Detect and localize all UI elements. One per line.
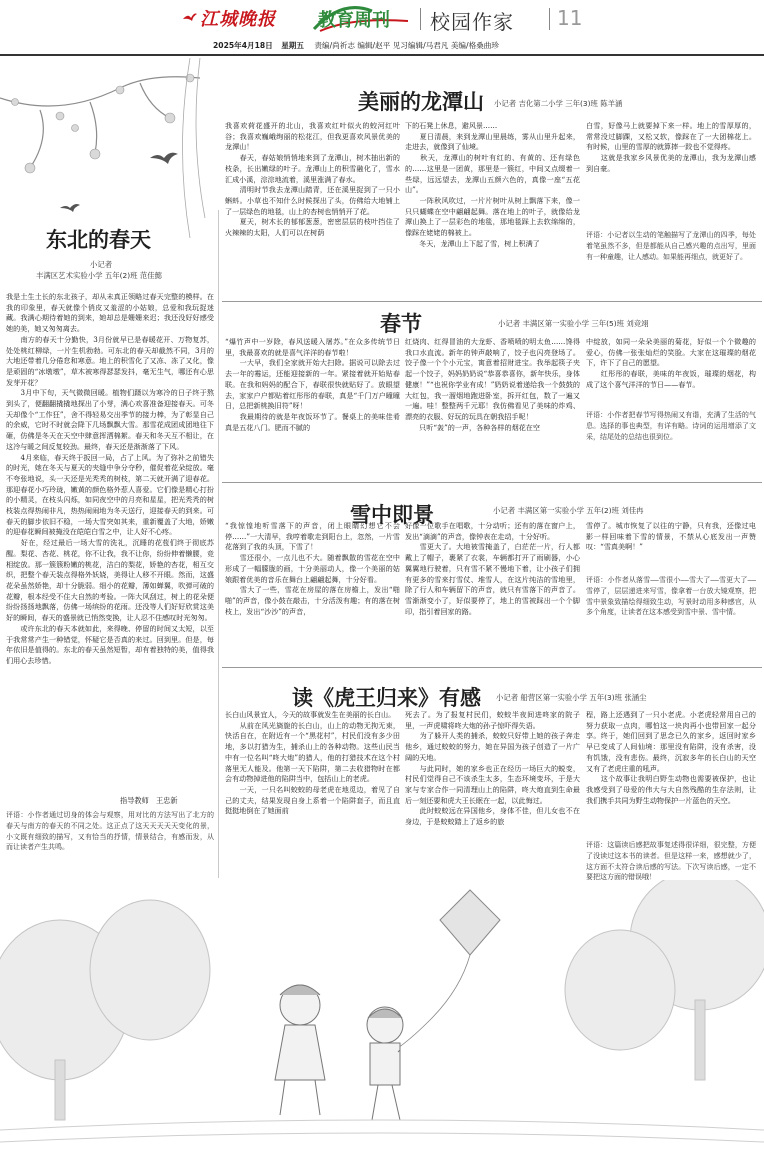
article-comment: 评语：小作者把春节写得热闹又有谐，充满了生活的气息。选择的事也典型，有详有略。诗词的运用增添了文采，结尾处的总结也很到位。 [586,411,756,441]
swallow-icon [60,153,178,212]
article-column-1: “我惊惶地听雪落下的声音，闭上眼睛幻想它不会停……”一大清早，我哼着歌走到阳台上，忽然，一片雪花落到了我的头顶，下雪了！ 雪还很小，一点儿也不大。随着飘散的雪花在空中形成了一幅朦胧的画，十分美丽动人，像一个美丽的姑娘跟着优美的音乐在舞台上翩翩起舞，十分好看。 雪大了一些，雪花在房屋的落在房檐上，发出“啪啪”的声音，像小鼓在敲击，十分活泼有趣；有的落在树枝上，发出“沙沙”的声音， [225,521,400,616]
article-column-2: 下的石凳上休息，避风景…… 夏日清晨，来到龙潭山里晨练，雾从山里升起来，走进去，就像到了仙境。 秋天，龙潭山的树叶有红的、有黄的、还有绿色的……这里是一团黄，那里是一簇红，中间又点缀着一些绿，远远望去，龙潭山五颜六色的，真像一座“五花山”。 一阵秋风吹过，一片片树叶从树上飘落下来，像一只只蝴蝶在空中翩翩起舞。落在地上的叶子，就像给龙潭山换上了一层彩色的地毯，那地毯踩上去软绵绵的，像踩在姥姥的棉被上。 冬天，龙潭山上下起了雪，树上积满了 [405,121,580,248]
article-column-1: 我喜欢荷花盛开的北山，我喜欢红叶似火的蛟河红叶谷；我喜欢巍峨绚丽的松花江，但我更喜欢风景优美的龙潭山！ 春天，春姑娘悄悄地来到了龙潭山，树木抽出新的枝条，长出嫩绿的叶子。龙潭山上的积雪融化了，雪水汇成小溪，淙淙地流着，溪里涨满了春水。 清明时节我去龙潭山踏青，还在溪里捉到了一只小蝌蚪。小草也不知什么时候探出了头，仿佛给大地铺上了一层绿色的地毯，山上的杏树也悄悄开了花。 夏天，树木长的郁郁葱葱，密密层层的枝叶挡住了火辣辣的太阳，人们可以在树荫 [225,121,400,238]
article-byline: 小记者 丰满区第一实验小学 三年(5)班 刘竞翊 [498,319,649,328]
dateline [213,40,499,51]
boy-icon [367,1007,403,1120]
article-title: 美丽的龙潭山 [358,89,484,114]
article-column-1: “爆竹声中一岁除，春风送暖入屠苏。”在众多传统节日里，我最喜欢的就是喜气洋洋的春节啦！ 一大早，我们全家就开始大扫除。据说可以除去过去一年的霉运，还能迎接新的一年。紧接着就开始贴春联。在我和妈妈的配合下，春联很快就贴好了。放眼望去，家家户户都贴着红彤彤的春联，真是“千门万户曈曈日，总把新桃换旧符”呀！ 我最期待的就是年夜饭环节了。餐桌上的美味佳肴真是五花八门。肥而不腻的 [225,337,400,432]
girl-icon [275,985,325,1115]
article-comment: 评语：小作者通过切身的体会与观察，用对比的方法写出了北方的春天与南方的春天的不同之处。这正点了这天天天天天变化的景，小文既有细致的描写，又有恰当的抒情，情景结合，有感而发，从而让读者产生共鸣。 [6,811,214,852]
article-byline: 小记者 丰满区第一实验小学 五年(2)班 刘佳冉 [493,506,644,515]
article-body: 我是土生土长的东北孩子，却从未真正领略过春天完整的模样。在我的印象里，春天就像个俏皮又羞涩的小姑娘，总爱和我玩捉迷藏。我满心期待着她的到来，她却总是姗姗来迟；我还没好好感受她的美，她又匆匆离去。 南方的春天十分勤快，3月份就早已是春暖花开、万物复苏，处处桃红柳绿，一片生机勃勃。可东北的春天却截然不同，3月的大地还带着几分倦怠和寒意。地上的积雪化了又冻、冻了又化，像是顽固的“冰墩墩”，草木被寒得瑟瑟发抖，毫无生气，哪还有心思发芽开花？ 3月中下旬，天气微微回暖。植物们蹑以为寒冷的日子终于熬到头了，便翻翻撬撬地探出了小芽，满心欢喜准备迎接春天。可冬天却像个“工作狂”，舍不得轻易交出季节的接力棒，为了彰显自己的余威，它时不时就会降下几场飘飘大雪。那雪花成团成团地往下砸，仿佛是冬天在天空中肆意挥洒棉絮。春天和冬天互不相让，在这冷与暖之间反复较劲。最终，春天还是渐渐落了下风。 4月来临，春天终于扳回一局，占了上风。为了弥补之前错失的时光，她在冬天与夏天的夹缝中争分夺秒，催促着花朵绽放。毫不夸张地说，头一天还是光秃秃的树枝，第二天就开满了迎春花。那迎春花小巧玲珑，嫩黄的颜色格外惹人喜爱。它们像是精心打扮的小精灵，在枝头闪烁，如同夜空中的月亮和星星，把光秃秃的树枝装点得热闹非凡，热热闹闹地为冬天送行，迎接春天的到来。可春天的脚步依旧不稳，一场大雪突如其来，重新覆盖了大地，娇嫩的迎春花瞬间被掩没在皑皑白雪之中，让人好不心疼。 好在，经过最后一场大雪的洗礼，沉睡的花苞们终于彻底苏醒。梨花、杏花、桃花，你不让我，我不让你，纷纷伸着懒腰，竞相绽放。那一簇簇粉嫩的桃花，洁白的梨花，娇艳的杏花，相互交织，把整个春天装点得格外妖娆，美得让人移不开眼。然而，这盛花朵虽然娇艳，却十分脆弱。细小的花瓣，薄如蝉翼，吹弹可破的花瓣，根本经受不住大自然的考验。一阵大风刮过，树上的花朵便纷纷扬扬地飘落，仿佛一场缤纷的花雨。还没等人们好好欣赏这美好的瞬间，春天的盛景就已悄然变换，让人忍不住感叹时光匆匆。 或许东北的春天本就如此，来得晚、停留的时间又太短，以至于我常常产生一种错觉，怀疑它是否真的来过。回到里。但是，每年依旧是值得的。东北的春天虽然短暂，却有着独特的美，值得我们用心去珍惜。 [6,292,214,665]
paper-name: 江城晚报 [200,9,276,30]
masthead [0,0,764,56]
article-comment: 评语：小作者从落雪——雪很小——雪大了——雪更大了——雪停了，层层递进来写雪，像拿着一台放大镜观察，把雪中景象致描绘得细致生动，写景时动用多种感官，从多个角度，让读者在这本感受到雪中景、雪中情。 [586,576,756,617]
willow-icon [183,58,206,238]
article-column-3: 程，路上还遇到了一只小老虎。小老虎轻常用自己的努力获取一点肉，哪怕这一块肉再小也带回家一起分享。终于，她们回到了思念已久的家乡，返回时家乡早已变成了人间仙境：那里没有陷阱，没有杀害，没有饥饿，没有悲伤。最终，沉寂多年的长白山的天空又有了老虎庄重的吼声。 这个故事让我明白野生动物也需要被保护，也让我感受到了母爱的伟大与大自然残酷的生存法则，让我们携手共同为野生动物保护一片蓝色的天空。 [586,710,756,805]
article-byline: 小记者 吉化第二小学 三年(3)班 陈羊涵 [494,99,623,108]
article-byline: 丰满区艺术实验小学 五年(2)班 范佳懿 [36,271,163,280]
article-column-2: 红烧肉、红得冒油的大龙虾、香喷喷的明太鱼……馋得我口水直流。新年的钟声敲响了，饺子也闪亮登场了。饺子像一个个小元宝，寓意着招财进宝。我举起筷子夹起一个饺子，妈妈奶奶说“恭喜恭喜你，新年快乐，身体健康！”“也祝你学业有成！”奶奶说着递给我一个鼓鼓的大红包，我一溜烟地跑进卧室，拆开红包，数了一遍又一遍。哇！整整两千元耶！我仿佛看见了美味的炸鸡、漂亮的衣服、好玩的玩具在朝我招手呢！ 只听“轰”的一声，各种各样的烟花在空 [405,337,580,432]
section-logo [312,3,412,33]
teacher-credit: 指导教师 王忠新 [120,796,178,805]
article-comment: 评语：这篇读后感把故事复述得很详细，很完整，方便了没读过这本书的读者。但是这样一来，感想就少了，这方面不太符合读后感的写法。下次写读后感，一定不要把这方面的错误哦！ [586,841,756,882]
editor-credits: 责编/尚祈志 编辑/赵平 见习编辑/马君凡 美编/格桑曲珍 [314,41,499,50]
article-byline: 小记者 船营区第一实验小学 五年(3)班 张涵尘 [496,693,647,702]
swallow-logo-icon [182,10,198,26]
article-title: 雪中即景 [350,502,434,527]
article-title: 春节 [380,311,422,336]
article-comment: 评语：小记者以生动的笔触描写了龙潭山的四季，每处着笔虽然不多，但是都能从自己感兴趣的点出写，里面有一种童趣，让人感动。如果能再细点，就更好了。 [586,231,756,261]
issue-weekday: 星期五 [281,41,304,50]
article-column-3: 白雪，好像马上就要掉下来一样。地上的雪厚厚的，常常没过脚踝，又松又软，像踩在了一大团棉花上。有时候，山里的雪厚的就算摔一跤也不觉得疼。 这就是我家乡风景优美的龙潭山，我为龙潭山感到自豪。 [586,121,756,173]
article-title: 读《虎王归来》有感 [292,685,481,710]
section-name: 教育周刊 [318,10,390,31]
kite-icon [395,890,500,1050]
grass-icon [0,1120,764,1142]
article-column-1: 长白山风景宜人，今天的故事就发生在美丽的长白山。 从前在风光旖旎的长白山，山上的动物无拘无束，快活自在，在附近有一个“黑花村”，村民们没有多少田地，多以打猎为生，捕杀山上的各种动物。这些山民当中有一位名叫“咚大炮”的猎人，他的打猎技术在这个村落里无人能及。他第一天下陷阱，第二去收猎物时在都会有动物掉进他的陷阱当中，包括山上的老虎。 一天，一只名叫蛟蛟的母老虎在地觅边，着见了自己的丈夫，结果发现自身上系着一个陷阱套子，而且直挺挺地倒在了她面前 [225,710,400,816]
article-column-3: 中绽放，如同一朵朵美丽的菊花，好似一个个微趣的爱心，仿佛一张张灿烂的笑脸。大家在这璀璨的烟花下，许下了自己的愿望。 红彤彤的春联，美味的年夜饭，璀璨的烟花，构成了这个喜气洋洋的节日——春节。 [586,337,756,389]
article-byline-label: 小记者 [90,260,113,269]
article-column-3: 雪停了。城市恢复了以往的宁静，只有我，还像过电影一样回味着下雪的情景，不禁从心底发出一声赞叹：“雪真美啊！” [586,521,756,552]
article-title: 东北的春天 [46,227,151,252]
page-number: 11 [557,6,583,30]
issue-date: 2025年4月18日 [213,41,273,50]
paper-logo [182,6,276,30]
column-name: 校园作家 [430,10,514,34]
article-column-2: 死去了。为了报复村民们，蛟蛟半夜间进咚家的院子里，一声虎啸将咚大炮的孙子惊吓得失语。 为了躲开人类的捕杀，蛟蛟只好带上她的孩子奔走他乡，通过蛟蛟的努力，她在异国为孩子创造了一片广阔的天地。 与此同时，她的家乡也正在经历一场巨大的蜕变，村民们觉得自己不该杀生太多，生态环境变坏，于是大家与专家合作一同清理山上的陷阱，咚大炮直到生命最后一刻还要和虎大王长眠在一起，以此悔过。 此时蛟蛟远在异国他乡，身体不佳，但儿女也不在身边，于是蛟蛟踏上了返乡的旅 [405,710,580,827]
article-column-2: 好像一位歌手在唱歌，十分动听；还有的落在窗户上，发出“滴滴”的声音，像钟表在走动，十分好听。 雪更大了。大地被雪掩盖了，白茫茫一片，行人都戴上了帽子，裹紧了衣裳，车辆都打开了雨刷器，小心翼翼地行驶着，只有雪不紧不慢地下着，让小孩子们拥有更多的雪来打雪仗、堆雪人，在这片纯洁的雪地里，除了行人和车辆留下的声音，就只有雪落下的声音了。雪渐渐变小了，好似要停了，地上的雪被踩出一个个脚印，指引着回家的路。 [405,521,580,616]
kite-children-illustration [0,880,764,1153]
